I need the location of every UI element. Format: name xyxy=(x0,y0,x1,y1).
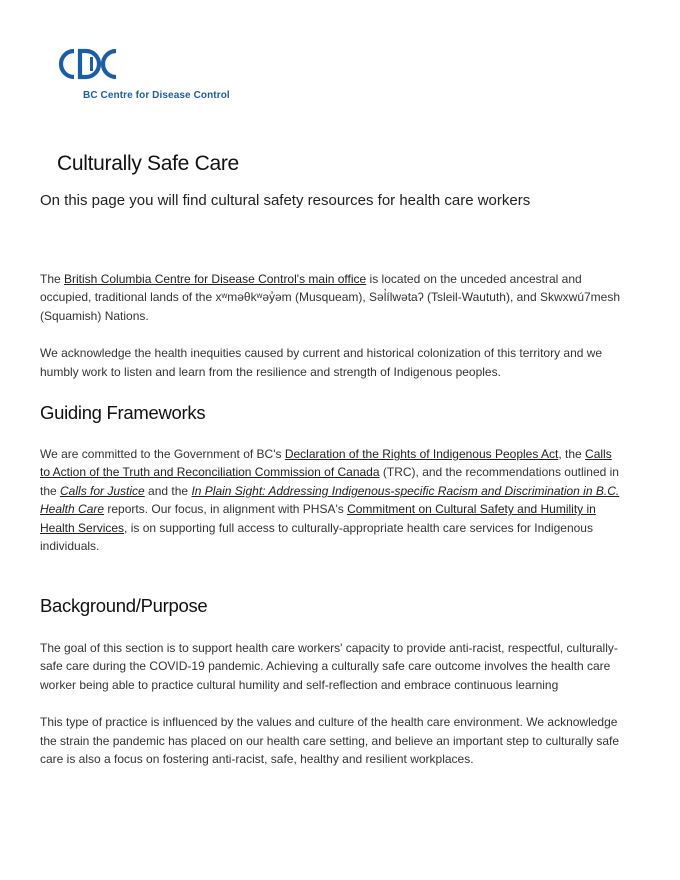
background-purpose-heading: Background/Purpose xyxy=(40,595,208,616)
phsa-commitment-link[interactable]: Commitment on Cultural Safety and Humility in Health Services xyxy=(40,502,596,535)
guiding-frameworks-section xyxy=(40,402,625,555)
frameworks-paragraph: We are committed to the Government of BC's Declaration of the Rights of Indigenous Peoples Act, the Calls to Action of the Truth and Reconciliation Commission of Canada (TRC), and the recommendations outlined in the Calls for Justice and the In Plain Sight: Addressing Indigenous-specific Racism and Discrimination in B.C. Health Care reports. Our focus, in alignment with PHSA's Commitment on Cultural Safety and Humility in Health Services, is on supporting full access to culturally-appropriate health care services for Indigenous individuals. xyxy=(40,447,620,554)
bccdc-main-office-link[interactable]: British Columbia Centre for Disease Control's main office xyxy=(64,272,367,286)
page-title: Culturally Safe Care xyxy=(57,152,239,175)
cdc-logo-mark xyxy=(56,46,122,82)
guiding-frameworks-heading: Guiding Frameworks xyxy=(40,402,206,423)
calls-for-justice-link[interactable]: Calls for Justice xyxy=(60,483,145,498)
background-paragraph-2: This type of practice is influenced by the values and culture of the health care environment. We acknowledge the strain the pandemic has placed on our health care setting, and believe an important step to culturally safe care is also a focus on fostering anti-racist, safe, healthy and resilient workplaces. xyxy=(40,715,620,767)
in-plain-sight-link[interactable]: In Plain Sight: Addressing Indigenous-specific Racism and Discrimination in B.C. Health Care xyxy=(40,483,620,517)
declaration-act-link[interactable]: Declaration of the Rights of Indigenous Peoples Act xyxy=(284,447,559,461)
trc-calls-to-action-link[interactable]: Calls to Action of the Truth and Reconciliation Commission of Canada xyxy=(40,447,612,480)
land-ack-paragraph-1: The British Columbia Centre for Disease Control's main office is located on the unceded ancestral and occupied, traditional lands of the xʷməθkʷəy̓əm (Musqueam), Səl̓ílwətaʔ (Tsleil-Waututh), and Skwxwú7mesh (Squamish) Nations. xyxy=(40,272,621,323)
background-paragraph-1: The goal of this section is to support health care workers' capacity to provide anti-racist, respectful, culturally-safe care during the COVID-19 pandemic. Achieving a culturally safe care outcome involves the health care worker being able to practice cultural humility and self-reflection and embrace continuous learning xyxy=(40,641,618,692)
background-purpose-section xyxy=(40,595,625,768)
bccdc-logo[interactable] xyxy=(56,46,230,106)
land-acknowledgement xyxy=(40,270,625,381)
logo-org-name: BC Centre for Disease Control xyxy=(83,90,230,101)
page-subtitle: On this page you will find cultural safety resources for health care workers xyxy=(40,192,531,209)
land-ack-paragraph-2: We acknowledge the health inequities caused by current and historical colonization of this territory and we humbly work to listen and learn from the resilience and strength of Indigenous peoples. xyxy=(40,346,603,379)
